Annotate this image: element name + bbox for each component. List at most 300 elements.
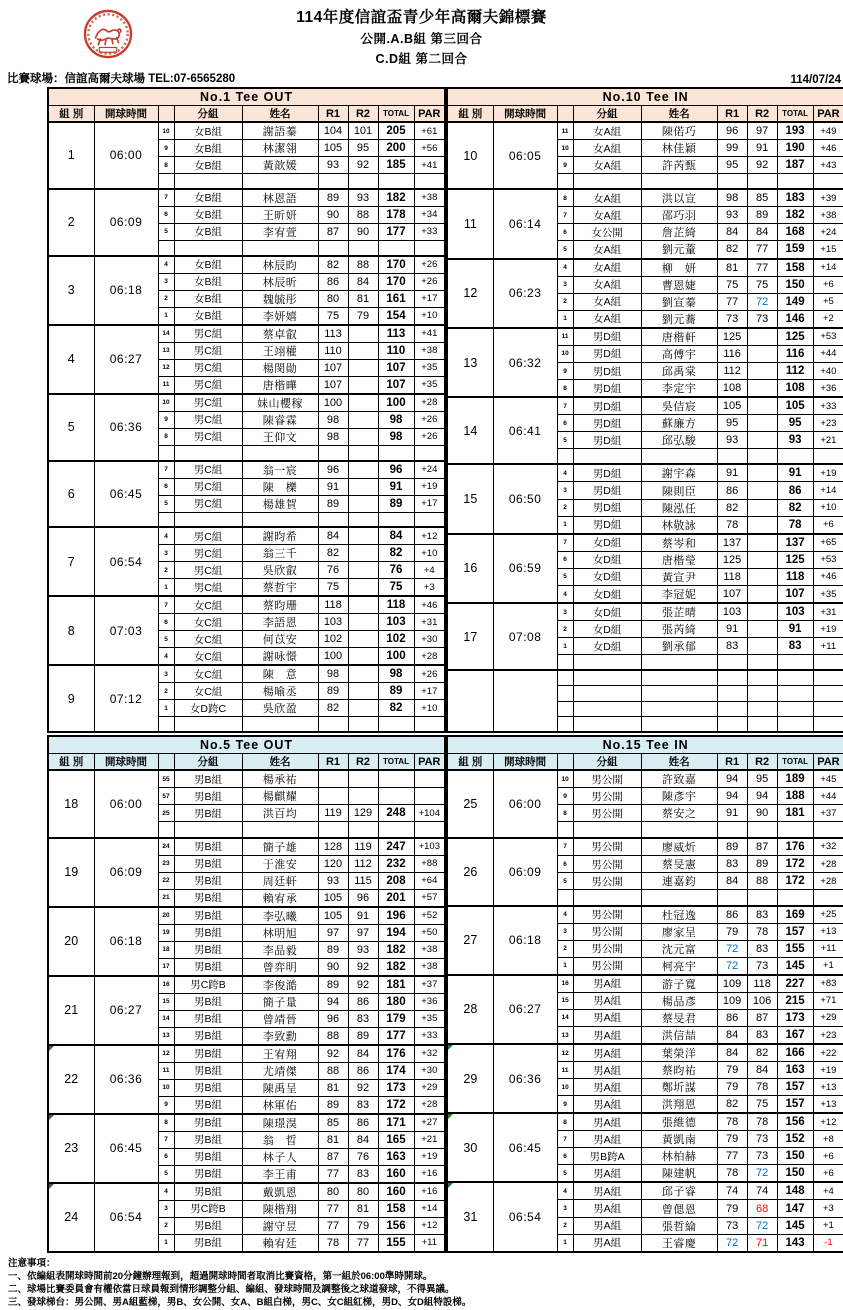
r2-cell	[348, 394, 378, 412]
r1-cell	[717, 686, 747, 701]
r1-cell: 92	[318, 1045, 348, 1063]
total-cell	[777, 686, 813, 701]
player-name-cell: 王仰文	[242, 428, 318, 445]
r1-cell: 78	[717, 1165, 747, 1183]
r2-cell: 73	[747, 1131, 777, 1148]
division-cell: 男A組	[573, 1165, 641, 1183]
tee-time-cell: 06:18	[493, 906, 557, 975]
player-name-cell: 陳楷翔	[242, 1200, 318, 1217]
par-cell: +17	[414, 290, 445, 307]
r2-cell	[747, 585, 777, 603]
par-cell: +35	[414, 1010, 445, 1027]
r2-cell	[747, 686, 777, 701]
player-row	[48, 394, 445, 412]
par-cell	[813, 670, 843, 685]
column-header-group: 組 別	[447, 754, 493, 771]
total-cell	[777, 701, 813, 716]
column-header-par: PAR	[414, 106, 445, 123]
player-name-cell: 吳欣叡	[242, 562, 318, 579]
total-cell: 150	[777, 1148, 813, 1165]
column-header-time: 開球時間	[493, 106, 557, 123]
column-header-r1: R1	[717, 754, 747, 771]
division-cell: 男B組	[174, 889, 242, 907]
seq-cell	[158, 240, 174, 255]
division-cell: 女B組	[174, 290, 242, 307]
r1-cell: 89	[318, 976, 348, 994]
player-name-cell: 賴宥承	[242, 889, 318, 907]
seq-cell: 1	[557, 516, 573, 534]
total-cell: 173	[777, 1009, 813, 1026]
total-cell	[378, 822, 414, 838]
division-cell: 女A組	[573, 157, 641, 174]
player-name-cell: 魏毓彤	[242, 290, 318, 307]
r1-cell: 77	[318, 1165, 348, 1183]
blank-row	[447, 670, 843, 685]
total-cell: 91	[378, 478, 414, 495]
player-name-cell: 曾弈明	[242, 958, 318, 976]
par-cell: +26	[414, 428, 445, 445]
r2-cell	[747, 717, 777, 733]
r2-cell: 93	[348, 941, 378, 958]
par-cell	[414, 788, 445, 805]
player-row	[447, 189, 843, 207]
par-cell: +1	[813, 1217, 843, 1234]
par-cell: +30	[414, 1062, 445, 1079]
division-cell: 男B組	[174, 1079, 242, 1096]
meta-row	[7, 70, 841, 86]
r2-cell: 80	[348, 1183, 378, 1201]
player-name-cell: 林佳穎	[641, 140, 717, 157]
division-cell: 男C組	[174, 545, 242, 562]
player-row	[447, 838, 843, 856]
r2-cell	[747, 397, 777, 415]
r1-cell	[717, 890, 747, 906]
player-name-cell: 尤靖傑	[242, 1062, 318, 1079]
par-cell: +104	[414, 805, 445, 822]
total-cell: 159	[777, 241, 813, 259]
r1-cell: 109	[717, 975, 747, 993]
division-cell: 男B組	[174, 1234, 242, 1252]
division-cell: 男A組	[573, 1027, 641, 1045]
group-number-cell: 11	[447, 189, 493, 258]
player-name-cell: 黃凱南	[641, 1131, 717, 1148]
seq-cell: 6	[158, 1148, 174, 1165]
column-header-row	[447, 106, 843, 123]
par-cell: +83	[813, 975, 843, 993]
seq-cell: 5	[557, 1165, 573, 1183]
r2-cell	[747, 890, 777, 906]
seq-cell: 10	[557, 345, 573, 362]
par-cell: +3	[414, 579, 445, 597]
seq-cell: 13	[557, 1027, 573, 1045]
r1-cell	[318, 512, 348, 527]
r2-cell	[747, 551, 777, 568]
par-cell: +33	[414, 223, 445, 240]
total-cell: 170	[378, 256, 414, 274]
player-name-cell	[242, 445, 318, 460]
player-name-cell: 許芮甄	[641, 157, 717, 174]
par-cell	[813, 890, 843, 906]
player-name-cell: 唐楷軒	[641, 328, 717, 346]
total-cell	[777, 655, 813, 670]
player-name-cell: 簡子雄	[242, 838, 318, 856]
division-cell: 男公開	[573, 770, 641, 788]
par-cell: +14	[414, 1200, 445, 1217]
r2-cell: 83	[747, 1027, 777, 1045]
total-cell: 145	[777, 1217, 813, 1234]
player-name-cell: 林軍佑	[242, 1096, 318, 1114]
player-name-cell: 林柏赫	[641, 1148, 717, 1165]
column-header-par: PAR	[414, 754, 445, 771]
division-cell: 女B組	[174, 273, 242, 290]
par-cell: +36	[813, 380, 843, 398]
r1-cell: 82	[318, 256, 348, 274]
par-cell: +28	[414, 648, 445, 666]
player-row	[48, 527, 445, 545]
total-cell: 174	[378, 1062, 414, 1079]
tee-time-cell	[493, 670, 557, 732]
seq-cell: 1	[557, 310, 573, 328]
division-cell	[174, 512, 242, 527]
player-name-cell	[242, 822, 318, 838]
tee-time-cell: 06:09	[493, 838, 557, 906]
par-cell	[414, 717, 445, 732]
r1-cell: 96	[318, 461, 348, 479]
r1-cell: 84	[717, 224, 747, 241]
player-row	[447, 1113, 843, 1131]
seq-cell: 3	[557, 1200, 573, 1217]
r1-cell: 90	[318, 958, 348, 976]
player-name-cell	[242, 717, 318, 732]
group-number-cell: 22	[48, 1045, 94, 1114]
total-cell: 169	[777, 906, 813, 924]
red-dragon-seal-icon	[83, 9, 133, 59]
division-cell: 男A組	[573, 1044, 641, 1062]
division-cell: 女C組	[174, 648, 242, 666]
r1-cell: 84	[318, 527, 348, 545]
r2-cell	[747, 568, 777, 585]
division-cell: 男C組	[174, 359, 242, 376]
total-cell: 103	[777, 603, 813, 621]
tee-section-title: No.5 Tee OUT	[48, 736, 445, 754]
total-cell: 181	[378, 976, 414, 994]
player-name-cell: 唐楷瑩	[641, 551, 717, 568]
total-cell: 150	[777, 276, 813, 293]
total-cell: 247	[378, 838, 414, 856]
seq-cell: 1	[557, 1234, 573, 1252]
player-name-cell	[641, 686, 717, 701]
seq-cell: 9	[557, 363, 573, 380]
note-line-1: 一、依編組表開球時間前20分鐘辦理報到，超過開球時間者取消比賽資格，第一組於06:00準時開球。	[8, 1270, 433, 1282]
par-cell: +103	[414, 838, 445, 856]
total-cell: 95	[777, 415, 813, 432]
total-cell: 125	[777, 328, 813, 346]
division-cell: 女C組	[174, 614, 242, 631]
r1-cell: 78	[717, 1113, 747, 1131]
player-name-cell: 謝宇森	[641, 464, 717, 482]
seq-cell: 8	[557, 1113, 573, 1131]
par-cell: +46	[813, 140, 843, 157]
r2-cell	[348, 478, 378, 495]
total-cell: 176	[777, 838, 813, 856]
seq-cell: 11	[557, 122, 573, 140]
total-cell: 84	[378, 527, 414, 545]
player-row	[48, 1114, 445, 1132]
group-number-cell: 21	[48, 976, 94, 1045]
par-cell: +27	[414, 1114, 445, 1132]
column-header-row	[48, 754, 445, 771]
par-cell	[813, 701, 843, 716]
tee-time-cell: 06:36	[493, 1044, 557, 1113]
player-name-cell: 陳璟淏	[242, 1114, 318, 1132]
r2-cell: 89	[747, 856, 777, 873]
r2-cell	[348, 648, 378, 666]
r1-cell: 75	[318, 579, 348, 597]
r2-cell: 79	[348, 1217, 378, 1234]
par-cell: +65	[813, 534, 843, 552]
par-cell: +3	[813, 1200, 843, 1217]
r2-cell: 88	[348, 256, 378, 274]
player-name-cell: 葉榮洋	[641, 1044, 717, 1062]
division-cell	[573, 655, 641, 670]
seq-cell: 1	[557, 638, 573, 655]
player-name-cell: 翁 晢	[242, 1131, 318, 1148]
total-cell: 96	[378, 461, 414, 479]
par-cell: +53	[813, 551, 843, 568]
division-cell: 男C組	[174, 579, 242, 597]
r1-cell: 91	[717, 621, 747, 638]
r2-cell	[348, 596, 378, 614]
column-header-par: PAR	[813, 754, 843, 771]
par-cell: +35	[414, 359, 445, 376]
seq-cell: 2	[158, 683, 174, 700]
total-cell	[378, 717, 414, 732]
player-name-cell: 陳則臣	[641, 482, 717, 499]
tee-time-cell: 06:45	[493, 1113, 557, 1182]
r2-cell: 83	[348, 1010, 378, 1027]
group-number-cell: 28	[447, 975, 493, 1044]
total-cell: 93	[777, 432, 813, 449]
seq-cell: 9	[557, 1096, 573, 1114]
r2-cell: 84	[348, 273, 378, 290]
r1-cell: 76	[318, 562, 348, 579]
seq-cell	[557, 655, 573, 670]
r2-cell: 72	[747, 1165, 777, 1183]
par-cell: +28	[414, 394, 445, 412]
division-cell: 男A組	[573, 1182, 641, 1200]
tee-time-cell: 06:45	[94, 461, 158, 528]
group-number-cell: 5	[48, 394, 94, 461]
player-name-cell: 蔡安之	[641, 805, 717, 822]
seq-cell: 2	[557, 293, 573, 310]
r1-cell: 93	[717, 432, 747, 449]
group-number-cell: 9	[48, 665, 94, 732]
par-cell: +16	[414, 1165, 445, 1183]
column-header-r2: R2	[747, 106, 777, 123]
division-cell: 男B組	[174, 805, 242, 822]
player-row	[447, 464, 843, 482]
group-number-cell: 6	[48, 461, 94, 528]
division-cell: 女B組	[174, 256, 242, 274]
par-cell: +45	[813, 770, 843, 788]
seq-cell: 5	[557, 241, 573, 259]
r1-cell	[318, 788, 348, 805]
division-cell: 男公開	[573, 940, 641, 957]
division-cell: 女C組	[174, 596, 242, 614]
player-name-cell	[641, 670, 717, 685]
division-cell: 男B組	[174, 1010, 242, 1027]
seq-cell: 7	[557, 207, 573, 224]
r2-cell: 96	[348, 889, 378, 907]
total-cell: 171	[378, 1114, 414, 1132]
total-cell	[378, 445, 414, 460]
seq-cell: 23	[158, 855, 174, 872]
division-cell: 女D組	[573, 534, 641, 552]
seq-cell: 5	[158, 631, 174, 648]
par-cell: +10	[414, 545, 445, 562]
r2-cell: 73	[747, 1148, 777, 1165]
group-number-cell	[447, 670, 493, 732]
r2-cell	[348, 240, 378, 255]
r2-cell: 90	[747, 805, 777, 822]
seq-cell: 3	[158, 1200, 174, 1217]
r2-cell	[348, 359, 378, 376]
par-cell: +46	[813, 568, 843, 585]
par-cell: +29	[813, 1009, 843, 1026]
seq-cell	[557, 686, 573, 701]
scoreboard	[47, 87, 843, 1253]
par-cell: +44	[813, 345, 843, 362]
total-cell: 145	[777, 957, 813, 975]
player-name-cell: 林辰昀	[242, 256, 318, 274]
division-cell: 女D組	[573, 638, 641, 655]
r1-cell: 93	[717, 207, 747, 224]
total-cell: 157	[777, 1079, 813, 1096]
par-cell: +39	[813, 189, 843, 207]
score-table	[47, 87, 446, 733]
r1-cell: 88	[318, 1027, 348, 1045]
r1-cell: 105	[717, 397, 747, 415]
seq-cell: 10	[158, 122, 174, 140]
seq-cell: 5	[557, 873, 573, 890]
division-cell	[174, 445, 242, 460]
division-cell: 男B組	[174, 1027, 242, 1045]
r2-cell	[348, 683, 378, 700]
total-cell: 177	[378, 1027, 414, 1045]
seq-cell: 9	[158, 411, 174, 428]
tee-time-cell: 06:50	[493, 464, 557, 533]
r2-cell	[747, 415, 777, 432]
total-cell: 102	[378, 631, 414, 648]
seq-cell: 3	[557, 603, 573, 621]
player-name-cell: 李致勳	[242, 1027, 318, 1045]
total-cell: 182	[378, 941, 414, 958]
total-cell: 163	[378, 1148, 414, 1165]
total-cell: 190	[777, 140, 813, 157]
seq-cell: 16	[158, 976, 174, 994]
total-cell: 157	[777, 1096, 813, 1114]
total-cell: 163	[777, 1062, 813, 1079]
par-cell: +28	[813, 873, 843, 890]
player-row	[447, 122, 843, 140]
seq-cell: 8	[557, 805, 573, 822]
total-cell: 208	[378, 872, 414, 889]
seq-cell	[557, 717, 573, 733]
seq-cell: 14	[158, 1010, 174, 1027]
total-cell	[777, 822, 813, 838]
total-cell: 91	[777, 621, 813, 638]
r2-cell: 73	[747, 310, 777, 328]
r1-cell: 91	[717, 805, 747, 822]
par-cell: +26	[414, 256, 445, 274]
seq-cell: 3	[557, 923, 573, 940]
par-cell: +22	[813, 1044, 843, 1062]
r1-cell: 77	[717, 293, 747, 310]
player-name-cell: 洪百均	[242, 805, 318, 822]
r2-cell	[348, 411, 378, 428]
group-number-cell: 24	[48, 1183, 94, 1252]
division-cell: 男B組	[174, 1165, 242, 1183]
seq-cell: 6	[158, 478, 174, 495]
division-cell: 男D組	[573, 380, 641, 398]
r1-cell	[717, 174, 747, 189]
player-name-cell: 妹山櫻稼	[242, 394, 318, 412]
column-header-r2: R2	[348, 754, 378, 771]
group-number-cell: 12	[447, 259, 493, 328]
r2-cell: 92	[348, 1079, 378, 1096]
division-cell: 男C組	[174, 342, 242, 359]
division-cell	[573, 449, 641, 464]
division-cell: 男B組	[174, 1045, 242, 1063]
total-cell	[378, 174, 414, 189]
player-name-cell: 廖家呈	[641, 923, 717, 940]
r1-cell: 82	[717, 1096, 747, 1114]
total-cell: 172	[777, 856, 813, 873]
par-cell	[813, 822, 843, 838]
total-cell: 179	[378, 1010, 414, 1027]
total-cell: 82	[378, 545, 414, 562]
par-cell	[813, 174, 843, 189]
player-name-cell: 蘇廉方	[641, 415, 717, 432]
player-name-cell: 陳睿霖	[242, 411, 318, 428]
player-row	[48, 1045, 445, 1063]
r1-cell: 108	[717, 380, 747, 398]
group-number-cell: 2	[48, 189, 94, 256]
column-header-division: 分組	[174, 106, 242, 123]
division-cell: 男B組	[174, 1148, 242, 1165]
par-cell: +19	[414, 1148, 445, 1165]
total-cell: 118	[378, 596, 414, 614]
r2-cell: 90	[348, 223, 378, 240]
player-row	[447, 259, 843, 277]
r1-cell: 79	[717, 923, 747, 940]
seq-cell: 10	[557, 140, 573, 157]
r1-cell: 75	[318, 307, 348, 325]
total-cell: 177	[378, 223, 414, 240]
division-cell: 男A組	[573, 975, 641, 993]
tee-section-title: No.15 Tee IN	[447, 736, 843, 754]
par-cell: +28	[813, 856, 843, 873]
group-number-cell: 14	[447, 397, 493, 464]
division-cell: 女B組	[174, 223, 242, 240]
tee-time-cell: 06:54	[94, 1183, 158, 1252]
division-cell: 女D組	[573, 551, 641, 568]
r2-cell	[747, 499, 777, 516]
player-name-cell	[242, 240, 318, 255]
group-number-cell: 13	[447, 328, 493, 397]
player-name-cell: 李俊澔	[242, 976, 318, 994]
r1-cell: 87	[318, 1148, 348, 1165]
